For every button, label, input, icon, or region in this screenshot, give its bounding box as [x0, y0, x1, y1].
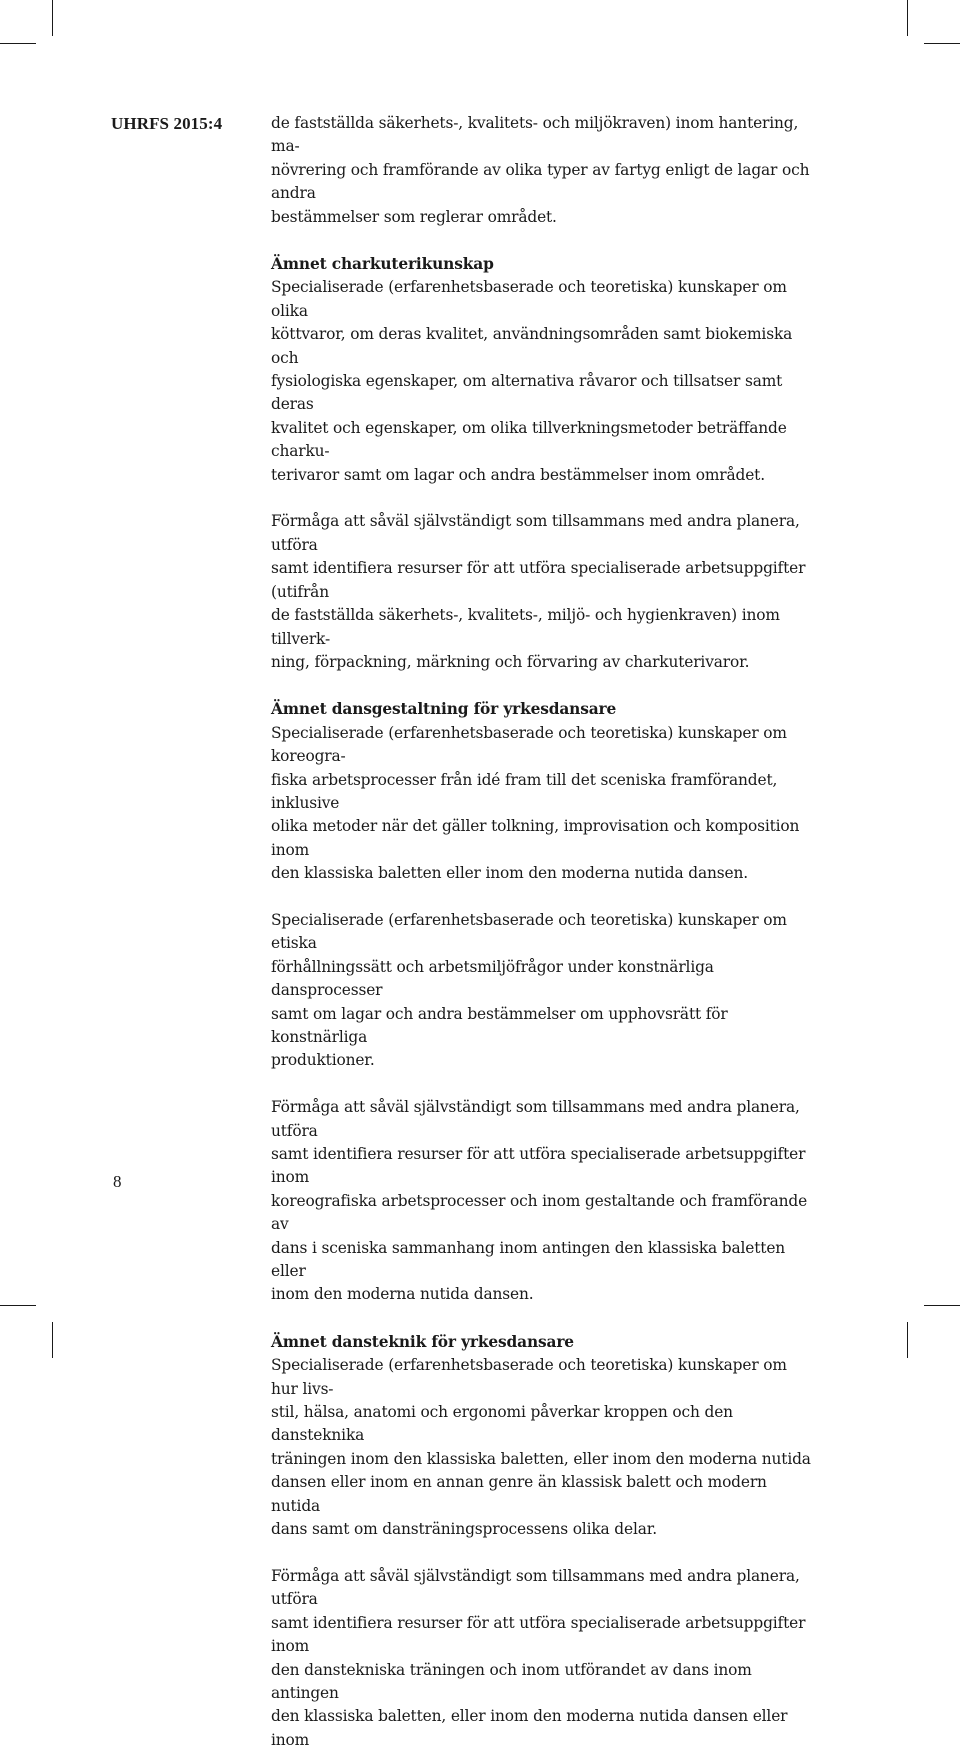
text-line: dans samt om dansträningsprocessens olika delar. — [271, 1520, 658, 1539]
text-line: de fastställda säkerhets-, kvalitets-, miljö- och hygienkraven) inom tillverk- — [271, 606, 780, 648]
text-line: träningen inom den klassiska baletten, eller inom den moderna nutida — [271, 1449, 811, 1468]
paragraph — [271, 909, 811, 1073]
section-charkuterikunskap — [271, 253, 811, 674]
crop-mark — [0, 1305, 36, 1306]
paragraph — [271, 1096, 811, 1307]
text-line: köttvaror, om deras kvalitet, användningsområden samt biokemiska och — [271, 325, 793, 367]
intro-paragraph — [271, 112, 811, 229]
crop-mark — [924, 43, 960, 44]
crop-mark — [0, 43, 36, 44]
text-line: kvalitet och egenskaper, om olika tillverkningsmetoder beträffande charku- — [271, 418, 787, 461]
text-line: förhållningssätt och arbetsmiljöfrågor under konstnärliga dansprocesser — [271, 957, 714, 1000]
paragraph — [271, 1354, 811, 1541]
section-heading: Ämnet charkuterikunskap — [271, 255, 494, 274]
paragraph — [271, 510, 811, 674]
section-heading: Ämnet dansgestaltning för yrkesdansare — [271, 700, 617, 719]
text-line: Förmåga att såväl självständigt som tillsammans med andra planera, utföra — [271, 1566, 800, 1609]
text-line: dans i sceniska sammanhang inom antingen den klassiska baletten eller — [271, 1238, 786, 1281]
text-line: stil, hälsa, anatomi och ergonomi påverkar kroppen och den dansteknika — [271, 1403, 733, 1445]
text-line: Specialiserade (erfarenhetsbaserade och teoretiska) kunskaper om olika — [271, 278, 787, 320]
section-dansgestaltning — [271, 698, 811, 1307]
section-dansteknik — [271, 1331, 811, 1752]
text-line: inom den moderna nutida dansen. — [271, 1285, 534, 1304]
text-line: Förmåga att såväl självständigt som tillsammans med andra planera, utföra — [271, 1098, 800, 1140]
text-line: produktioner. — [271, 1051, 375, 1070]
text-line: növrering och framförande av olika typer av fartyg enligt de lagar och andra — [271, 160, 810, 203]
text-line: koreografiska arbetsprocesser och inom gestaltande och framförande av — [271, 1191, 808, 1234]
text-line: samt identifiera resurser för att utföra specialiserade arbetsuppgifter inom — [271, 1613, 806, 1656]
text-line: dansen eller inom en annan genre än klassisk balett och modern nutida — [271, 1473, 767, 1515]
text-line: Specialiserade (erfarenhetsbaserade och teoretiska) kunskaper om koreogra- — [271, 723, 787, 766]
crop-mark — [907, 0, 908, 36]
text-line: samt om lagar och andra bestämmelser om upphovsrätt för konstnärliga — [271, 1004, 728, 1046]
text-line: Förmåga att såväl självständigt som tillsammans med andra planera, utföra — [271, 512, 800, 554]
text-line: bestämmelser som reglerar området. — [271, 207, 557, 226]
text-line: Specialiserade (erfarenhetsbaserade och teoretiska) kunskaper om etiska — [271, 910, 787, 953]
crop-mark — [907, 1322, 908, 1358]
text-line: den danstekniska träningen och inom utförandet av dans inom antingen — [271, 1660, 752, 1702]
paragraph — [271, 1565, 811, 1752]
paragraph — [271, 722, 811, 886]
text-line: fiska arbetsprocesser från idé fram till det sceniska framförandet, inklusive — [271, 770, 778, 812]
page-number: 8 — [113, 1172, 122, 1191]
text-line: den klassiska baletten eller inom den moderna nutida dansen. — [271, 864, 748, 883]
text-line: terivaror samt om lagar och andra bestämmelser inom området. — [271, 465, 765, 484]
text-line: de fastställda säkerhets-, kvalitets- och miljökraven) inom hantering, ma- — [271, 114, 799, 156]
crop-mark — [52, 0, 53, 36]
text-line: fysiologiska egenskaper, om alternativa råvaror och tillsatser samt deras — [271, 372, 783, 414]
crop-mark — [924, 1305, 960, 1306]
document-code: UHRFS 2015:4 — [111, 114, 223, 133]
text-line: olika metoder när det gäller tolkning, improvisation och komposition inom — [271, 817, 800, 859]
text-line: samt identifiera resurser för att utföra specialiserade arbetsuppgifter inom — [271, 1145, 806, 1187]
text-line: den klassiska baletten, eller inom den moderna nutida dansen eller inom — [271, 1707, 788, 1749]
text-line: Specialiserade (erfarenhetsbaserade och teoretiska) kunskaper om hur livs- — [271, 1356, 787, 1398]
text-line: samt identifiera resurser för att utföra specialiserade arbetsuppgifter (utifrån — [271, 559, 806, 601]
page-body — [271, 112, 811, 1752]
crop-mark — [52, 1322, 53, 1358]
section-heading: Ämnet dansteknik för yrkesdansare — [271, 1332, 574, 1351]
paragraph — [271, 276, 811, 487]
text-line: ning, förpackning, märkning och förvaring av charkuterivaror. — [271, 652, 750, 671]
